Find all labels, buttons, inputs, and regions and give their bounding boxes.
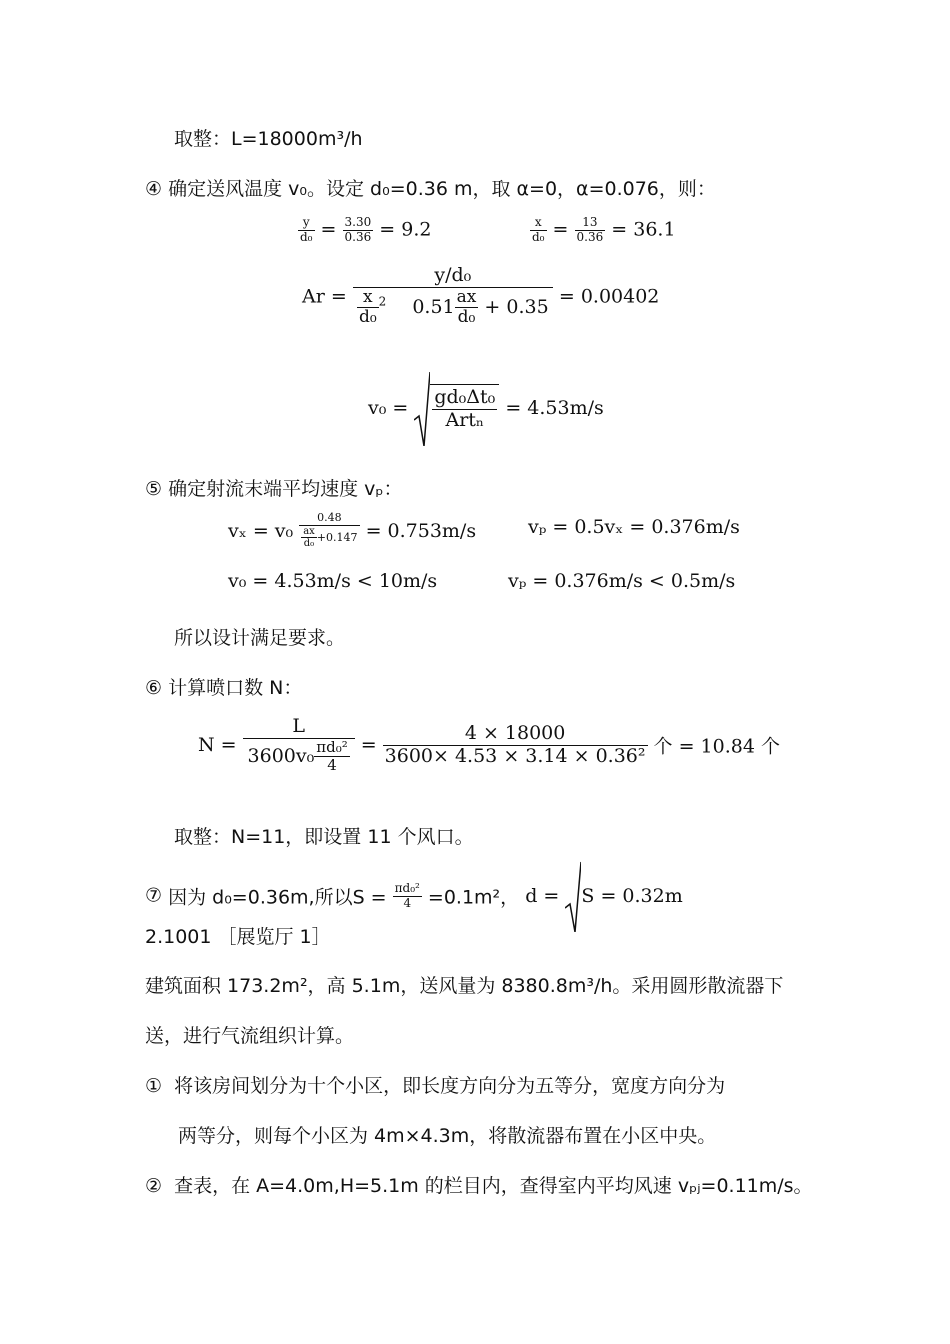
equation-vp: vₚ = 0.5vₓ = 0.376m/s [528,516,740,538]
radical-icon [414,370,430,446]
item-marker: ① [145,1075,163,1097]
item-1-continued: 两等分，则每个小区为 4m×4.3m，将散流器布置在小区中央。 [178,1125,717,1147]
step-text: 计算喷口数 N： [168,677,303,699]
equation-v0: v₀ = $\frac{\text{gd₀Δt₀}}{\text{Artₙ}}$ = 4.53m/s [368,370,604,446]
equation-archimedes: Ar = y/d₀ $\frac{x}{\text{d₀}}$ $^2$ 0.51 $\frac{ax}{\text{d₀}}$ + 0.35 = 0.00402 [302,264,660,328]
item-2: ② 查表，在 A=4.0m,H=5.1m 的栏目内，查得室内平均风速 vₚⱼ=0.11m/s。 [145,1175,813,1197]
equation-vx: vₓ = v₀ 0.48 $\frac{ax}{\text{d₀}}$ +0.147 = 0.753m/s [228,511,477,550]
step-marker: ⑤ [145,478,163,500]
section-heading: 2.1001 ［展览厅 1］ [145,926,331,948]
step-marker: ④ [145,178,163,200]
step-marker: ⑥ [145,677,163,699]
equation-n: N = L 3600v₀ $\frac{\text{πd₀²}}{4}$ = $\frac{4 \times 18000}{\text{3600× 4.53 × 3.14 × 0.36²}}$ 个 = 10.84 个 [198,715,780,775]
item-marker: ② [145,1175,163,1197]
conclusion: 所以设计满足要求。 [174,627,346,649]
step-text: 确定送风温度 v₀。设定 d₀=0.36 m，取 α=0，α=0.076，则： [168,178,716,200]
rounding-n: 取整：N=11，即设置 11 个风口。 [174,826,474,848]
step-text: 确定射流末端平均速度 vₚ： [168,478,403,500]
step-7: ⑦ 因为 d₀=0.36m,所以S = $\frac{\text{πd₀²}}{4}$ =0.1m²， d = S = 0.32m [145,860,683,932]
equation-x-over-d0: $\frac{x}{\text{d₀}}$ = $\frac{13}{0.36}$ = 36.1 [532,215,676,244]
radical-icon [565,860,581,932]
check-v0: v₀ = 4.53m/s < 10m/s [228,570,438,592]
step-5 [145,474,403,501]
paragraph-line-1: 建筑面积 173.2m²，高 5.1m，送风量为 8380.8m³/h。采用圆形散流器下 [145,975,784,997]
rounding-line: 取整：L=18000m³/h [174,128,363,150]
step-4 [145,174,716,201]
step-marker: ⑦ [145,884,163,907]
item-1: ① 将该房间划分为十个小区，即长度方向分为五等分，宽度方向分为 [145,1075,726,1097]
step-6 [145,673,302,700]
equation-y-over-d0: $\frac{y}{\text{d₀}}$ = $\frac{3.30}{0.36}$ = 9.2 [300,215,432,244]
paragraph-line-2: 送，进行气流组织计算。 [145,1025,355,1047]
check-vp: vₚ = 0.376m/s < 0.5m/s [508,570,736,592]
